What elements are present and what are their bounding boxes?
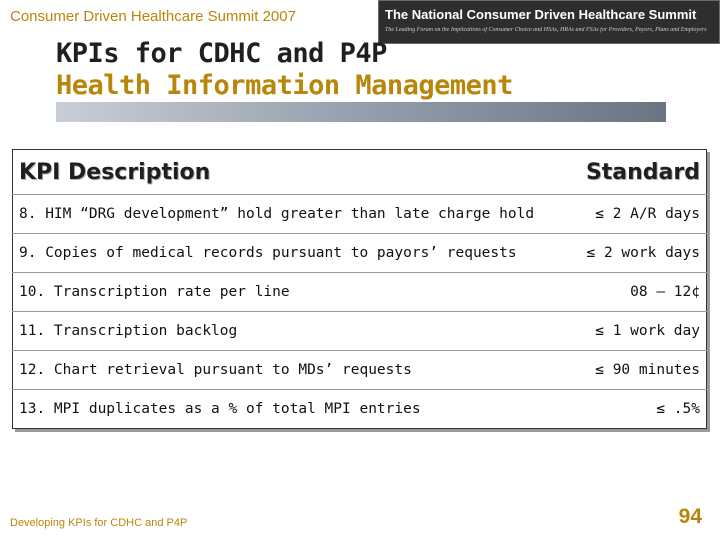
footer-label: Developing KPIs for CDHC and P4P (10, 517, 188, 529)
kpi-description-cell: 12. Chart retrieval pursuant to MDs’ requests (13, 351, 573, 390)
standard-cell: ≤ 1 work day (572, 312, 706, 351)
header-kpi-description: KPI Description (19, 159, 211, 185)
summit-banner (378, 0, 720, 44)
slide-title: KPIs for CDHC and P4P (56, 38, 387, 69)
table-row (13, 195, 707, 234)
title-divider (56, 102, 666, 122)
kpi-description-cell: 11. Transcription backlog (13, 312, 573, 351)
table-row (13, 234, 707, 273)
table-row (13, 390, 707, 429)
banner-subtitle: The Leading Forum on the Implications of Consumer Choice and HSAs, HRAs and FSAs for Providers, Payors, Plans and Employers (385, 27, 707, 33)
kpi-table (12, 149, 707, 429)
standard-cell: ≤ 90 minutes (572, 351, 706, 390)
table-header-row (13, 150, 707, 195)
table-row (13, 273, 707, 312)
standard-cell: ≤ .5% (572, 390, 706, 429)
banner-title: The National Consumer Driven Healthcare Summit (385, 7, 697, 22)
header-standard: Standard (585, 159, 700, 185)
kpi-description-cell: 10. Transcription rate per line (13, 273, 573, 312)
summit-label: Consumer Driven Healthcare Summit 2007 (10, 8, 296, 25)
slide-subtitle: Health Information Management (56, 70, 513, 101)
standard-cell: ≤ 2 work days (572, 234, 706, 273)
kpi-description-cell: 13. MPI duplicates as a % of total MPI entries (13, 390, 573, 429)
kpi-description-cell: 9. Copies of medical records pursuant to payors’ requests (13, 234, 573, 273)
table-row (13, 351, 707, 390)
table-row (13, 312, 707, 351)
standard-cell: ≤ 2 A/R days (572, 195, 706, 234)
page-number: 94 (678, 505, 702, 528)
kpi-description-cell: 8. HIM “DRG development” hold greater than late charge hold (13, 195, 573, 234)
standard-cell: 08 – 12¢ (572, 273, 706, 312)
